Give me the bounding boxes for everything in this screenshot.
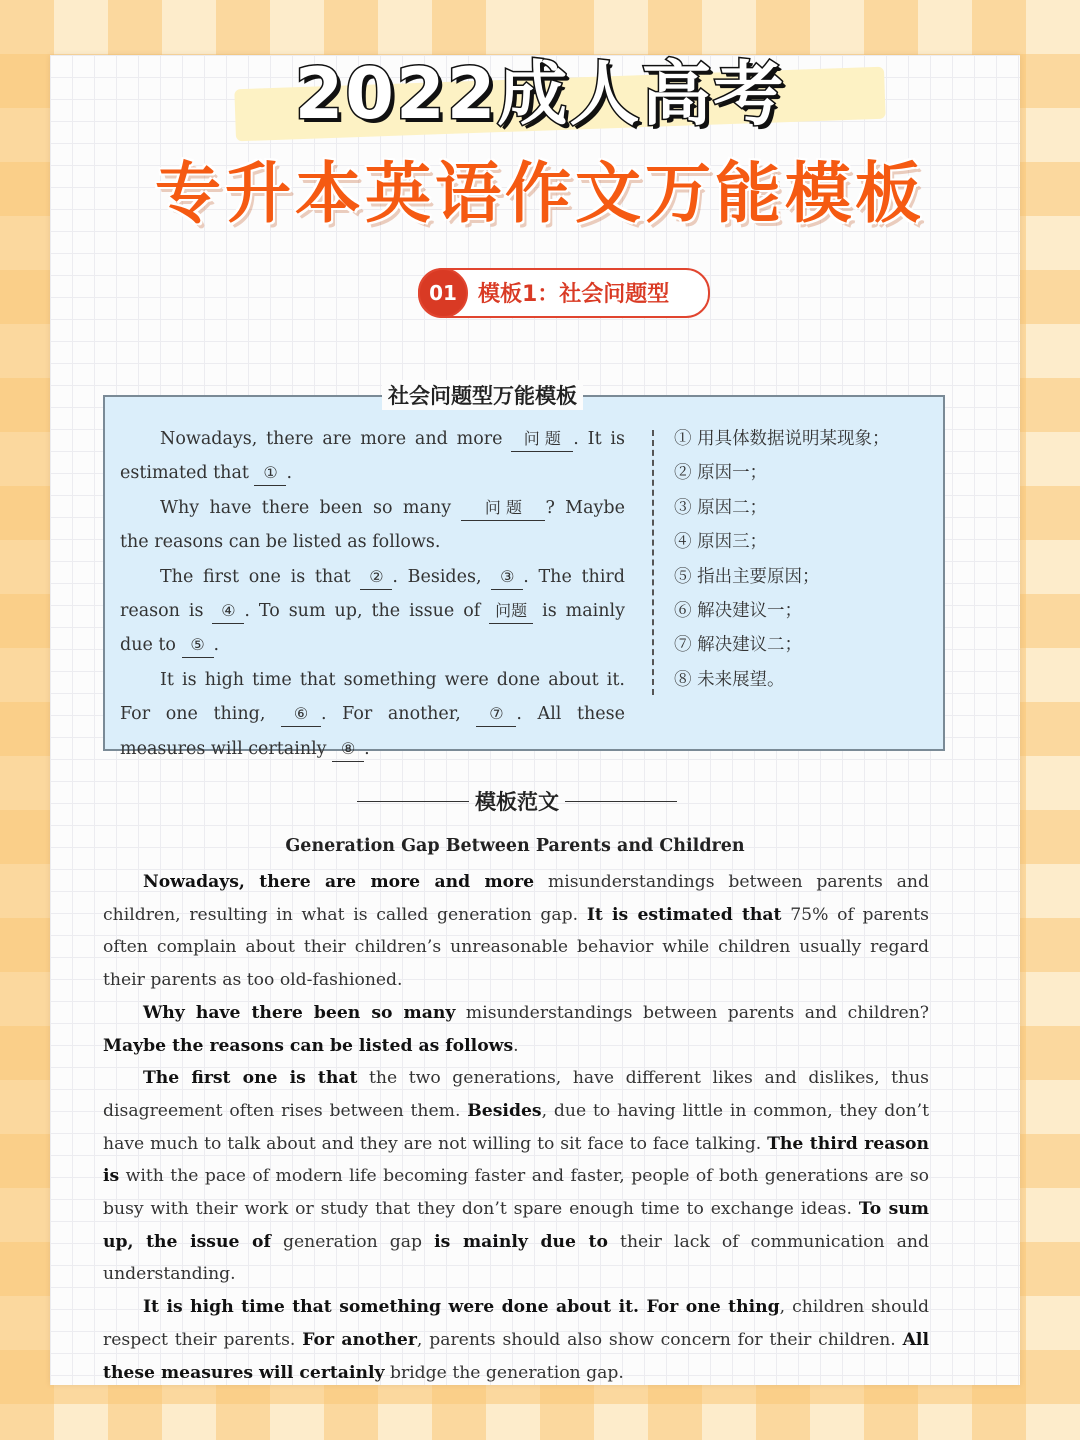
sample-heading [357, 786, 677, 816]
essay-paragraph-4 [103, 1291, 929, 1389]
essay-paragraph-1 [103, 866, 929, 997]
template-blank: 问 题 [511, 427, 573, 452]
template-text-run: The first one is that [160, 566, 361, 587]
note-item: ⑧ 未来展望。 [674, 669, 785, 690]
template-blank: ③ [491, 565, 523, 590]
template-text-run: is mainly due to [120, 601, 625, 656]
template-notes [674, 422, 934, 697]
essay-title: Generation Gap Between Parents and Children [285, 836, 745, 856]
section-badge [418, 268, 710, 318]
essay-text: , parents should also show concern for their children. [416, 1329, 903, 1350]
badge-label: 模板1：社会问题型 [478, 282, 670, 307]
template-phrase: is mainly due to [434, 1231, 608, 1252]
template-text-run: . [213, 635, 220, 656]
template-phrase: All these measures will certainly [103, 1329, 929, 1383]
template-box-title: 社会问题型万能模板 [382, 380, 583, 410]
essay-text: . [513, 1035, 519, 1056]
heading-rule-left [357, 801, 469, 802]
essay-paragraph-3 [103, 1062, 929, 1291]
template-text-run: ? Maybe the reasons can be listed as follows. [120, 497, 625, 553]
essay-text: with the pace of modern life becoming faster and faster, people of both generations are so busy with their work or study that they don’t spare enough time to exchange ideas. [103, 1166, 929, 1220]
template-text-run: . To sum up, the issue of [244, 601, 490, 622]
template-blank: ① [254, 461, 286, 486]
sample-heading-text: 模板范文 [475, 790, 559, 814]
essay-text: misunderstandings between parents and children, resulting in what is called generation gap. [103, 872, 929, 925]
sample-essay [103, 866, 929, 1389]
template-text-run: . Besides, [392, 566, 492, 587]
template-blank: ② [360, 565, 392, 590]
template-text-run: It is high time that something were done about it. For one thing, [120, 669, 625, 725]
template-blank: ⑥ [281, 702, 321, 727]
template-phrase: It is high time that something were done about it. For one thing [143, 1297, 780, 1318]
essay-text: 75% of parents often complain about their children’s unreasonable behavior while children usually regard their parents as too old-fashioned. [103, 904, 929, 991]
note-item: ⑥ 解决建议一； [674, 601, 803, 622]
template-text-run: . All these measures will certainly [120, 704, 625, 759]
note-item: ① 用具体数据说明某现象； [674, 429, 890, 449]
template-blank: 问题 [489, 599, 533, 624]
template-paragraph-1 [120, 422, 625, 491]
template-phrase: Nowadays, there are more and more [143, 872, 535, 892]
template-text-run: . [364, 738, 370, 759]
main-title: 2022成人高考 [294, 53, 786, 135]
template-blank: ⑤ [182, 633, 214, 658]
template-phrase: The third reason is [103, 1133, 929, 1187]
template-text-run: . [286, 463, 293, 484]
essay-text: bridge the generation gap. [384, 1362, 624, 1383]
template-phrase: To sum up, the issue of [103, 1199, 929, 1252]
heading-rule-right [565, 801, 677, 802]
note-item: ② 原因一； [674, 463, 768, 484]
essay-paragraph-2 [103, 997, 929, 1062]
note-item: ⑦ 解决建议二； [674, 635, 803, 656]
template-text-run: Why have there been so many [160, 497, 462, 518]
essay-text: generation gap [270, 1231, 435, 1252]
essay-text: their lack of communication and understanding. [103, 1231, 930, 1285]
template-text-run: . The third reason is [120, 566, 625, 622]
note-item: ④ 原因三； [674, 532, 768, 553]
template-phrase: Besides [467, 1100, 542, 1121]
template-blank: 问 题 [461, 496, 545, 521]
template-phrase: Why have there been so many [143, 1002, 456, 1023]
dashed-divider [652, 430, 654, 695]
essay-text: misunderstandings between parents and children? [455, 1002, 930, 1023]
essay-text: the two generations, have different likes and dislikes, thus disagreement often rises between them. [103, 1068, 929, 1121]
template-phrase: It is estimated that [586, 904, 782, 925]
template-paragraph-2 [120, 491, 625, 560]
note-item: ⑤ 指出主要原因； [674, 566, 820, 587]
template-paragraph-4 [120, 663, 625, 766]
template-text-run: . For another, [321, 704, 477, 725]
subtitle: 专升本英语作文万能模板 [155, 155, 925, 232]
template-phrase: The first one is that [143, 1068, 358, 1089]
essay-text: , children should respect their parents. [103, 1297, 929, 1350]
template-paragraph-3 [120, 560, 625, 663]
note-item: ③ 原因二； [674, 497, 768, 518]
template-blank: ⑦ [476, 702, 516, 727]
template-text-run: . It is estimated that [120, 429, 625, 484]
essay-text: , due to having little in common, they don’t have much to talk about and they are not willing to sit face to face talking. [103, 1100, 930, 1154]
template-blank: ⑧ [332, 737, 364, 762]
template-phrase: Maybe the reasons can be listed as follows [103, 1035, 514, 1056]
template-phrase: For another [302, 1329, 417, 1350]
template-text-run: Nowadays, there are more and more [160, 429, 512, 449]
badge-number: 01 [418, 268, 468, 318]
template-blank: ④ [212, 599, 244, 624]
template-text [120, 422, 625, 766]
